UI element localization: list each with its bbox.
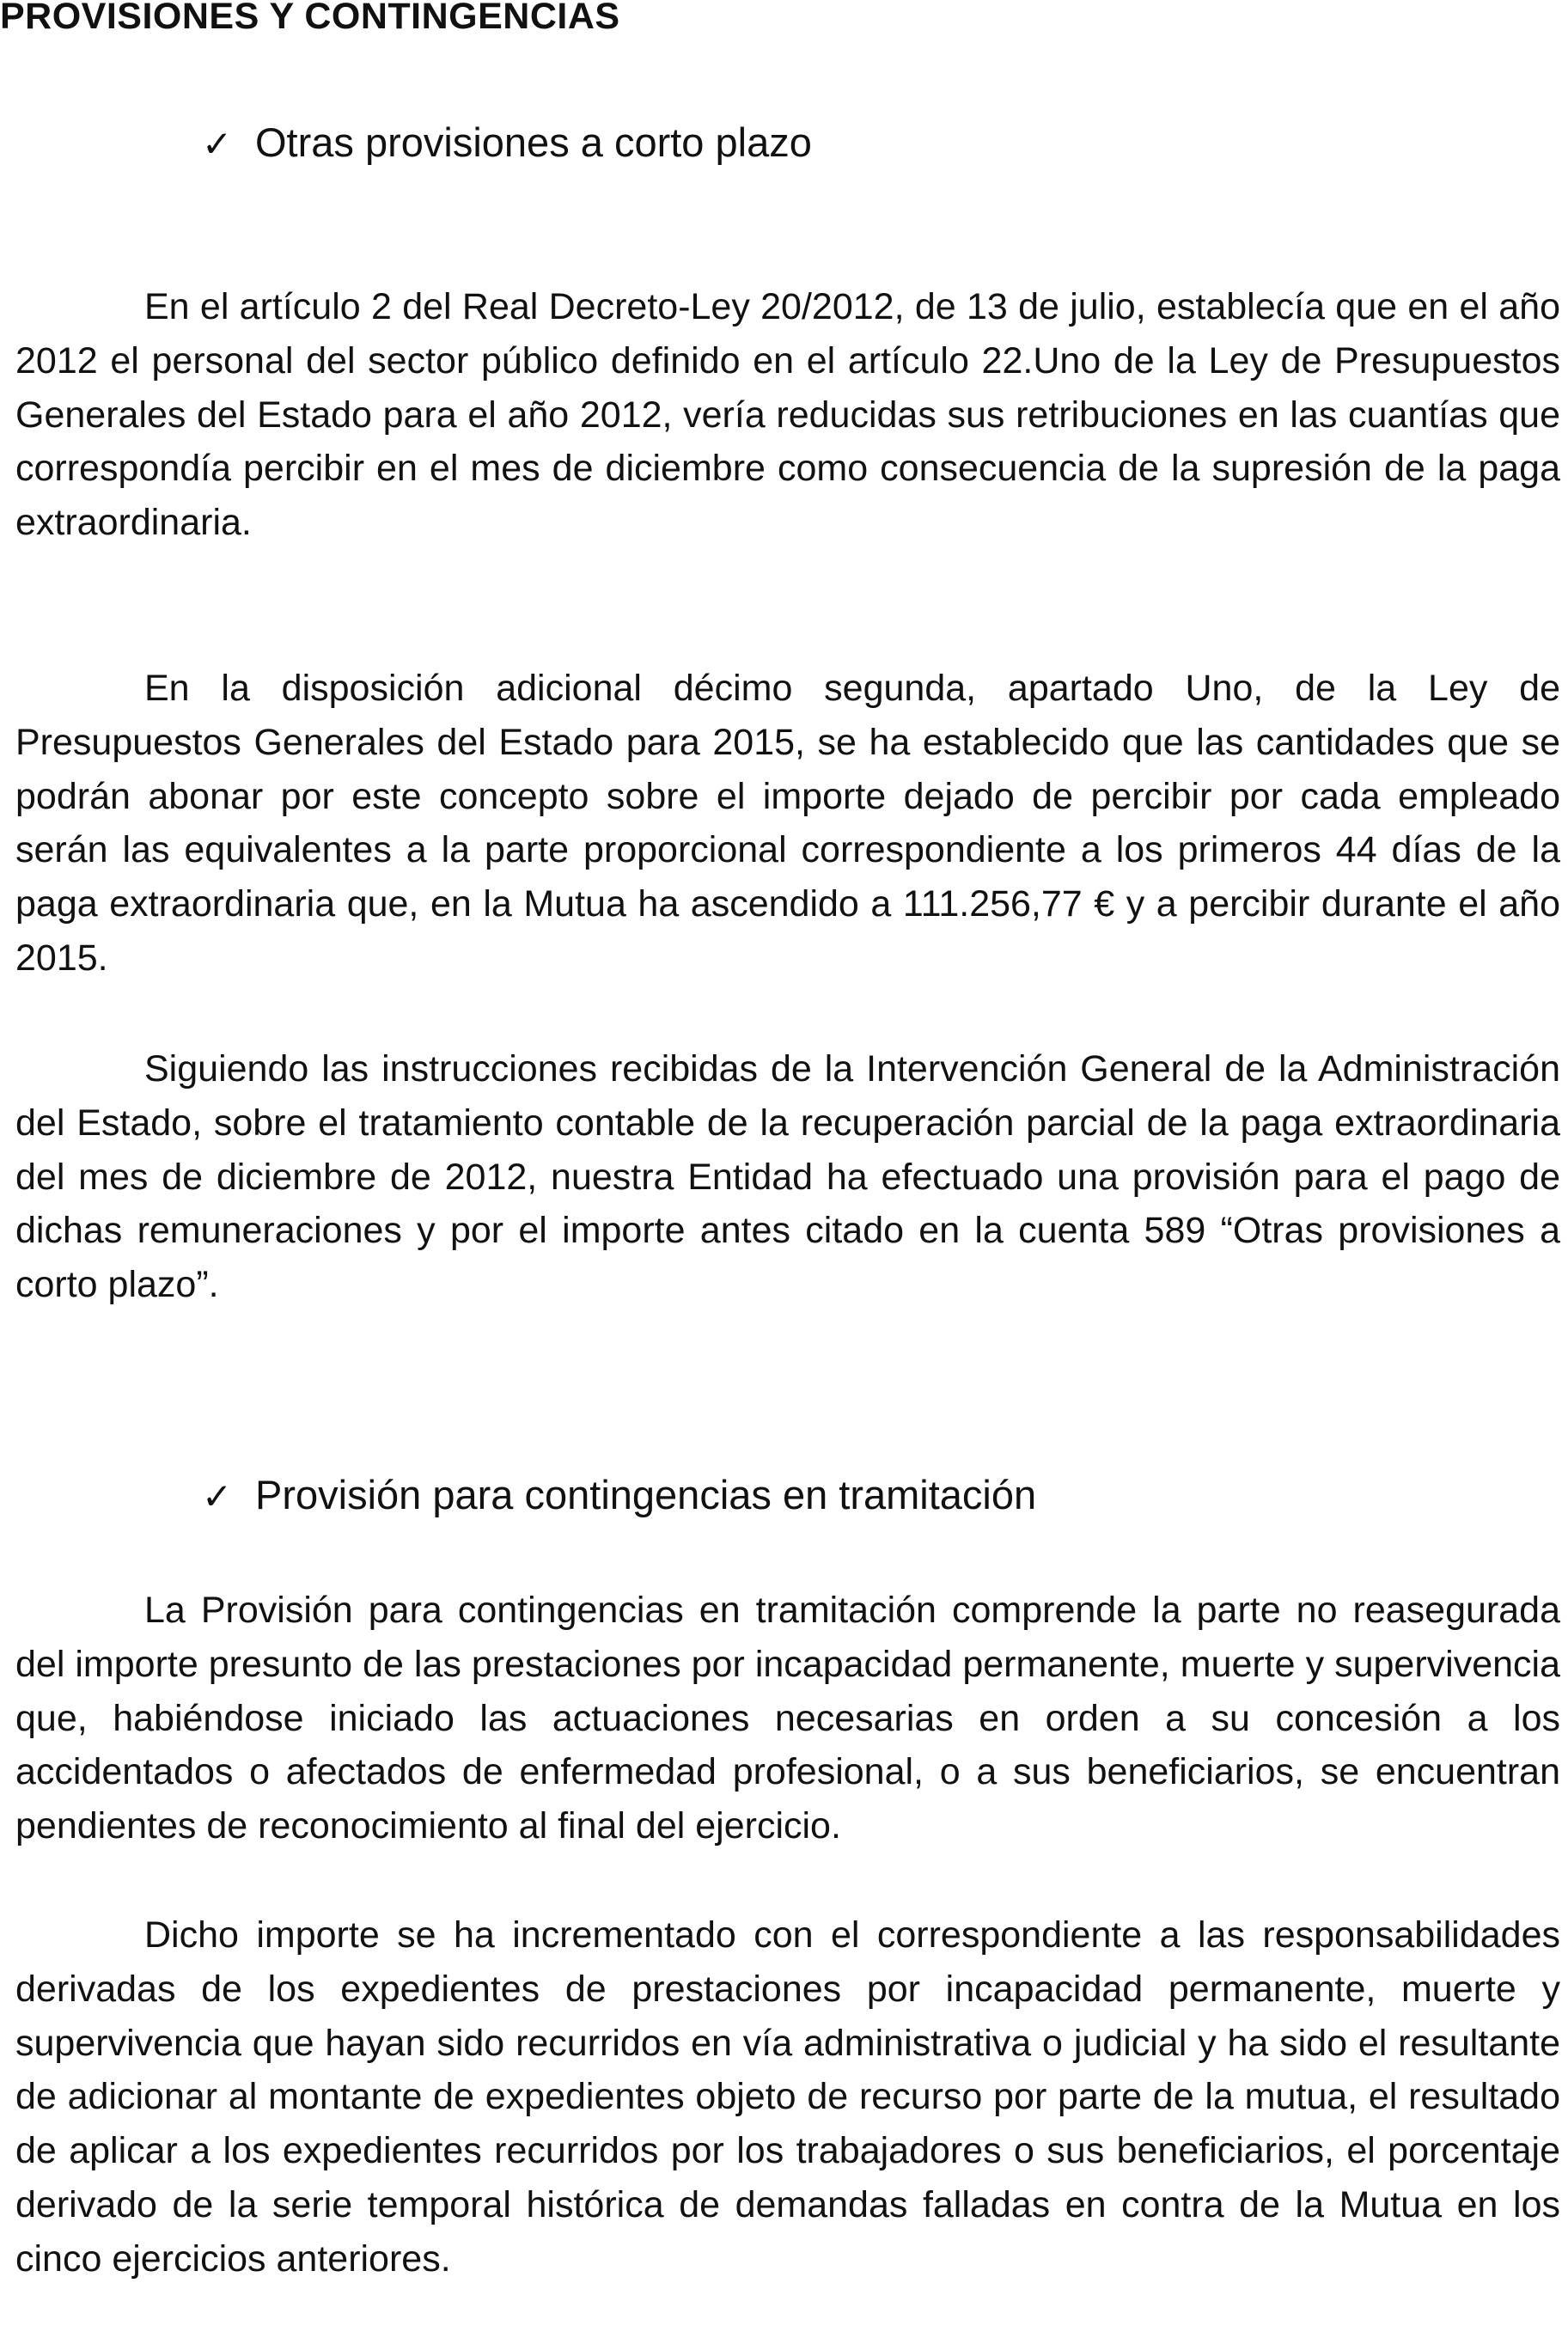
checkmark-icon: ✓ (202, 1476, 233, 1517)
section-heading-contingencias-tramitacion (202, 1471, 1036, 1521)
section-heading-otras-provisiones (202, 119, 812, 168)
section-heading-label: Provisión para contingencias en tramitación (255, 1472, 1037, 1517)
paragraph-disposicion-adicional: En la disposición adicional décimo segunda, apartado Uno, de la Ley de Presupuestos Generales del Estado para 2015, se ha establecido que las cantidades que se podrán abonar por este concepto sobre el importe dejado de percibir por cada empleado serán las equivalentes a la parte proporcional correspondiente a los primeros 44 días de la paga extraordinaria que, en la Mutua ha ascendido a 111.256,77 € y a percibir durante el año 2015. (15, 668, 1560, 979)
paragraph-dicho-importe: Dicho importe se ha incrementado con el correspondiente a las responsabilidades derivadas de los expedientes de prestaciones por incapacidad permanente, muerte y supervivencia que hayan sido recurridos en vía administrativa o judicial y ha sido el resultante de adicionar al montante de expedientes objeto de recurso por parte de la mutua, el resultado de aplicar a los expedientes recurridos por los trabajadores o sus beneficiarios, el porcentaje derivado de la serie temporal histórica de demandas falladas en contra de la Mutua en los cinco ejercicios anteriores. (15, 1914, 1560, 2280)
section-heading-label: Otras provisiones a corto plazo (255, 119, 812, 165)
paragraph-provision-contingencias: La Provisión para contingencias en tramitación comprende la parte no reasegurada del importe presunto de las prestaciones por incapacidad permanente, muerte y supervivencia que, habiéndose iniciado las actuaciones necesarias en orden a su concesión a los accidentados o afectados de enfermedad profesional, o a sus beneficiarios, se encuentran pendientes de reconocimiento al final del ejercicio. (15, 1590, 1560, 1847)
paragraph-intervencion-general: Siguiendo las instrucciones recibidas de la Intervención General de la Administración del Estado, sobre el tratamiento contable de la recuperación parcial de la paga extraordinaria del mes de diciembre de 2012, nuestra Entidad ha efectuado una provisión para el pago de dichas remuneraciones y por el importe antes citado en la cuenta 589 “Otras provisiones a corto plazo”. (15, 1048, 1560, 1306)
checkmark-icon: ✓ (202, 124, 233, 164)
document-title: PROVISIONES Y CONTINGENCIAS (0, 0, 620, 37)
paragraph-real-decreto: En el artículo 2 del Real Decreto-Ley 20/2012, de 13 de julio, establecía que en el año 2012 el personal del sector público definido en el artículo 22.Uno de la Ley de Presupuestos Generales del Estado para el año 2012, vería reducidas sus retribuciones en las cuantías que correspondía percibir en el mes de diciembre como consecuencia de la supresión de la paga extraordinaria. (15, 286, 1560, 544)
